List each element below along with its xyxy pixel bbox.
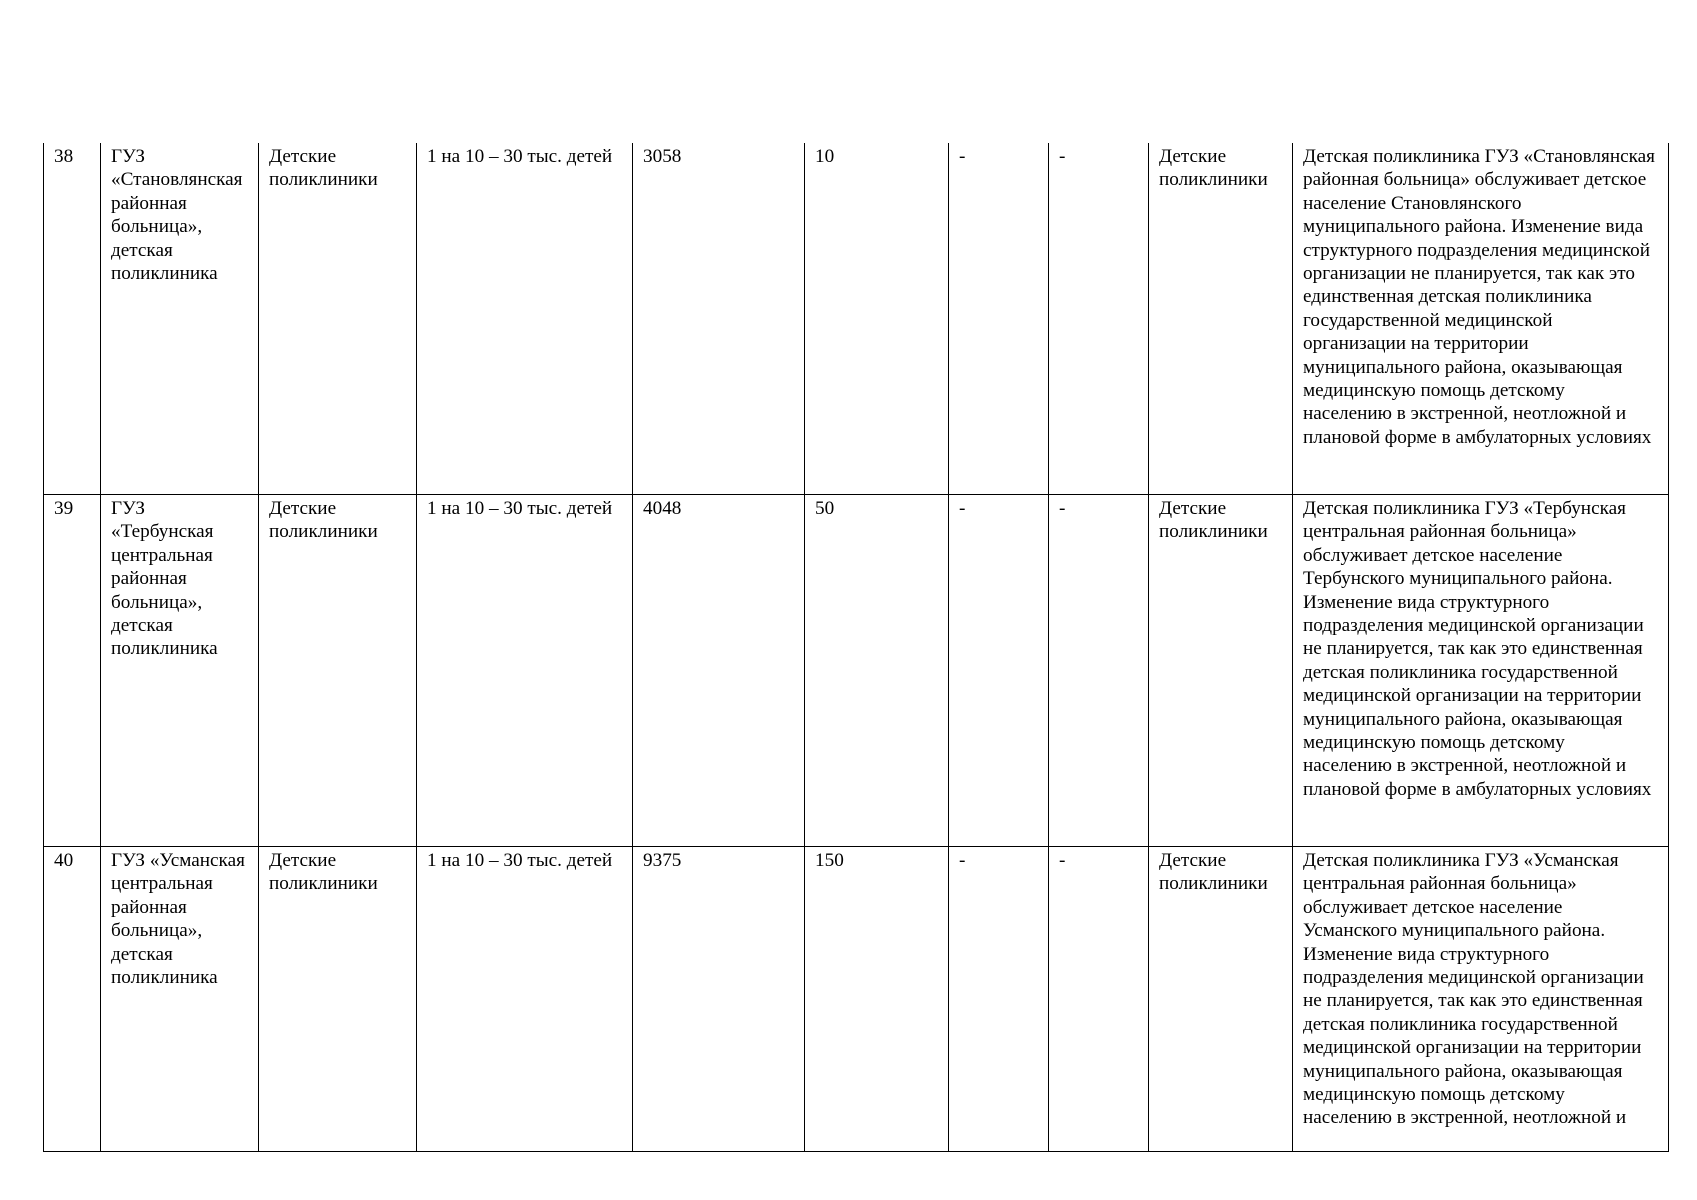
norm-cell (417, 847, 633, 1152)
type-cell (259, 847, 417, 1152)
distance-value: 150 (815, 850, 844, 871)
served-population: 3058 (643, 146, 682, 167)
new-type-cell (1149, 847, 1293, 1152)
facilities-table (43, 143, 1669, 1152)
organization-name: ГУЗ «Становлянская районная больница», детская поликлиника (111, 146, 243, 285)
justification-note: Детская поликлиника ГУЗ «Тербунская центральная районная больница» обслуживает детское население Тербунского муниципального района. Изменение вида структурного подразделения медицинской организации не планируется, так как это единственная детская поликлиника государственной медицинской организации на территории муниципального района, оказывающая медицинскую помощь детскому населению в экстренной, неотложной и плановой форме в амбулаторных условиях (1303, 498, 1652, 800)
distance-cell (805, 847, 949, 1152)
column-8-cell (1049, 847, 1149, 1152)
new-type-cell (1149, 495, 1293, 847)
note-cell (1293, 143, 1669, 495)
note-cell (1293, 495, 1669, 847)
column-7-cell (949, 847, 1049, 1152)
column-7-cell (949, 495, 1049, 847)
justification-note: Детская поликлиника ГУЗ «Усманская центральная районная больница» обслуживает детское население Усманского муниципального района. Изменение вида структурного подразделения медицинской организации не планируется, так как это единственная детская поликлиника государственной медицинской организации на территории муниципального района, оказывающая медицинскую помощь детскому населению в экстренной, неотложной и (1303, 850, 1644, 1129)
unit-type: Детские поликлиники (269, 498, 378, 543)
organization-cell (101, 143, 259, 495)
unit-type: Детские поликлиники (269, 850, 378, 895)
population-cell (633, 143, 805, 495)
column-8-value: - (1059, 850, 1066, 871)
new-unit-type: Детские поликлиники (1159, 498, 1268, 543)
row-number-cell (44, 495, 101, 847)
served-population: 4048 (643, 498, 682, 519)
new-unit-type: Детские поликлиники (1159, 146, 1268, 191)
organization-name: ГУЗ «Усманская центральная районная больница», детская поликлиника (111, 850, 245, 989)
distance-value: 10 (815, 146, 835, 167)
column-8-value: - (1059, 146, 1066, 167)
column-8-cell (1049, 495, 1149, 847)
new-type-cell (1149, 143, 1293, 495)
column-7-value: - (959, 850, 966, 871)
column-8-value: - (1059, 498, 1066, 519)
table-row (44, 143, 1669, 495)
population-cell (633, 495, 805, 847)
justification-note: Детская поликлиника ГУЗ «Становлянская районная больница» обслуживает детское население Становлянского муниципального района. Изменение вида структурного подразделения медицинской организации не планируется, так как это единственная детская поликлиника государственной медицинской организации на территории муниципального района, оказывающая медицинскую помощь детскому населению в экстренной, неотложной и плановой форме в амбулаторных условиях (1303, 146, 1655, 448)
norm-cell (417, 495, 633, 847)
organization-cell (101, 495, 259, 847)
row-number-cell (44, 143, 101, 495)
new-unit-type: Детские поликлиники (1159, 850, 1268, 895)
unit-norm: 1 на 10 – 30 тыс. детей (427, 850, 613, 871)
distance-cell (805, 143, 949, 495)
table-row (44, 495, 1669, 847)
unit-norm: 1 на 10 – 30 тыс. детей (427, 498, 613, 519)
column-8-cell (1049, 143, 1149, 495)
unit-type: Детские поликлиники (269, 146, 378, 191)
row-number: 38 (54, 146, 74, 167)
type-cell (259, 143, 417, 495)
note-cell (1293, 847, 1669, 1152)
table-row (44, 847, 1669, 1152)
type-cell (259, 495, 417, 847)
row-number: 40 (54, 850, 74, 871)
served-population: 9375 (643, 850, 682, 871)
distance-value: 50 (815, 498, 835, 519)
column-7-value: - (959, 146, 966, 167)
unit-norm: 1 на 10 – 30 тыс. детей (427, 146, 613, 167)
population-cell (633, 847, 805, 1152)
organization-cell (101, 847, 259, 1152)
distance-cell (805, 495, 949, 847)
organization-name: ГУЗ «Тербунская центральная районная больница», детская поликлиника (111, 498, 218, 660)
row-number: 39 (54, 498, 74, 519)
norm-cell (417, 143, 633, 495)
row-number-cell (44, 847, 101, 1152)
column-7-cell (949, 143, 1049, 495)
column-7-value: - (959, 498, 966, 519)
